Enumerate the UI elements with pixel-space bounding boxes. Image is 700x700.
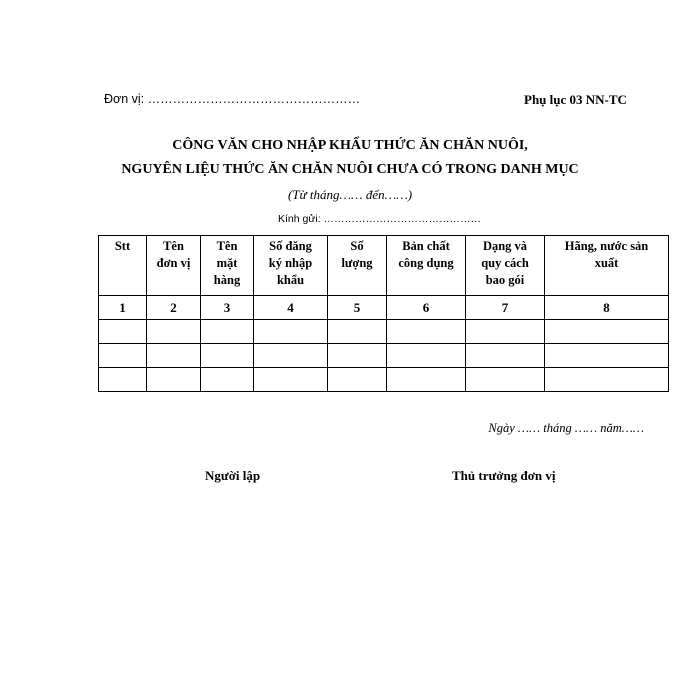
- table-cell: [254, 344, 328, 368]
- header-cell: [99, 236, 147, 296]
- document-title-line-2: NGUYÊN LIỆU THỨC ĂN CHĂN NUÔI CHƯA CÓ TRONG DANH MỤC: [121, 162, 579, 177]
- table-cell: [328, 368, 387, 392]
- header-text-line: quy cách: [481, 256, 529, 270]
- column-number: 6: [387, 296, 466, 320]
- table-cell: [545, 320, 669, 344]
- table-cell: [545, 344, 669, 368]
- table-cell: [99, 344, 147, 368]
- header-cell: [545, 236, 669, 296]
- recipient-line: Kính gửi: ………………………………………: [278, 213, 482, 225]
- table-cell: [387, 344, 466, 368]
- table-cell: [328, 344, 387, 368]
- header-text-line: Bản chất: [402, 239, 450, 253]
- table-cell: [466, 344, 545, 368]
- import-register-table: [98, 235, 669, 392]
- table-cell: [254, 320, 328, 344]
- header-text-line: lượng: [341, 256, 373, 270]
- table-cell: [328, 320, 387, 344]
- table-row: [99, 320, 669, 344]
- preparer-signature-label: Người lập: [205, 468, 261, 483]
- header-text-line: công dụng: [398, 256, 454, 270]
- table-cell: [387, 320, 466, 344]
- column-number: 1: [99, 296, 147, 320]
- header-cell: [328, 236, 387, 296]
- table-cell: [201, 368, 254, 392]
- header-cell: [387, 236, 466, 296]
- header-text-line: mặt: [216, 256, 238, 270]
- table-cell: [254, 368, 328, 392]
- header-text-line: Tên: [163, 239, 184, 253]
- header-text-line: Dạng và: [482, 239, 528, 253]
- header-text-line: Số đăng: [269, 239, 312, 253]
- header-text-line: bao gói: [485, 273, 525, 287]
- table-cell: [147, 344, 201, 368]
- unit-line: Đơn vị: ……………………………………………: [104, 92, 361, 106]
- header-text-line: hàng: [213, 273, 241, 287]
- table-header-row: [99, 236, 669, 296]
- table-row: [99, 344, 669, 368]
- header-text-line: Hãng, nước sản: [564, 239, 649, 253]
- table-cell: [545, 368, 669, 392]
- column-number-row: [99, 296, 669, 320]
- period-line: (Từ tháng…… đến……): [287, 187, 413, 202]
- header-cell: [254, 236, 328, 296]
- table-cell: [99, 320, 147, 344]
- header-text-line: Stt: [114, 239, 131, 253]
- header-text-line: Số: [350, 239, 364, 253]
- table-row: [99, 368, 669, 392]
- header-cell: [466, 236, 545, 296]
- column-number: 3: [201, 296, 254, 320]
- date-line: Ngày …… tháng …… năm……: [488, 421, 644, 435]
- table-cell: [201, 344, 254, 368]
- header-text-line: ký nhập: [268, 256, 313, 270]
- header-text-line: đơn vị: [156, 256, 191, 270]
- head-of-unit-signature-label: Thủ trưởng đơn vị: [452, 468, 556, 483]
- column-number: 2: [147, 296, 201, 320]
- column-number: 4: [254, 296, 328, 320]
- header-text-line: khẩu: [276, 273, 305, 287]
- table-cell: [147, 320, 201, 344]
- column-number: 7: [466, 296, 545, 320]
- table-cell: [201, 320, 254, 344]
- table-cell: [147, 368, 201, 392]
- table-cell: [466, 320, 545, 344]
- header-text-line: xuất: [594, 256, 619, 270]
- header-cell: [147, 236, 201, 296]
- document-title-line-1: CÔNG VĂN CHO NHẬP KHẨU THỨC ĂN CHĂN NUÔI,: [172, 138, 528, 153]
- appendix-label: Phụ lục 03 NN-TC: [524, 92, 627, 107]
- header-cell: [201, 236, 254, 296]
- table-cell: [99, 368, 147, 392]
- table-cell: [387, 368, 466, 392]
- table-cell: [466, 368, 545, 392]
- header-text-line: Tên: [216, 239, 238, 253]
- column-number: 8: [545, 296, 669, 320]
- column-number: 5: [328, 296, 387, 320]
